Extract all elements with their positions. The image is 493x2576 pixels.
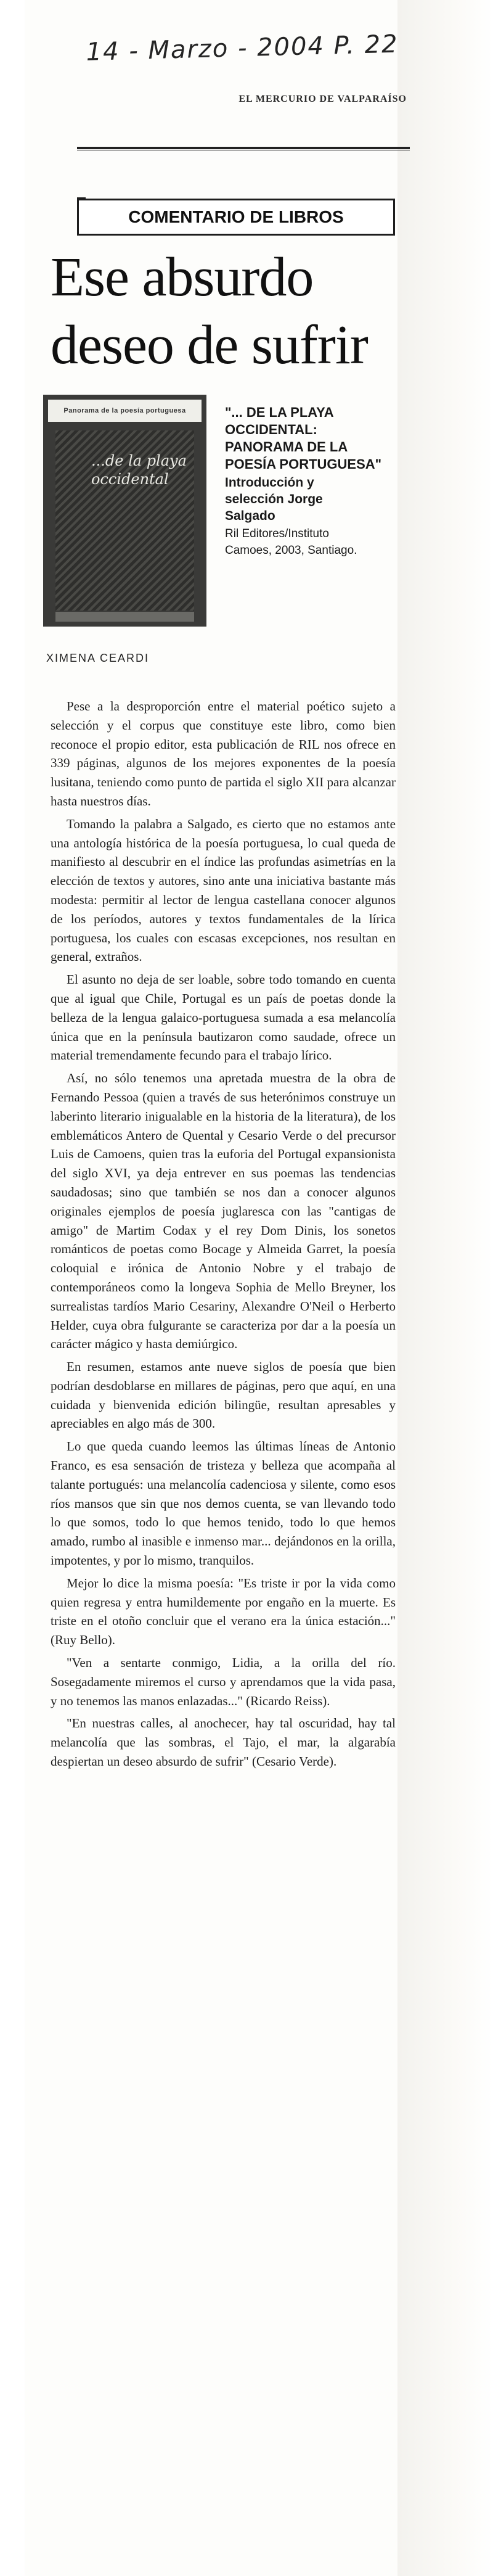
article-paragraph: Mejor lo dice la misma poesía: "Es triste ir por la vida como quien regresa y entra humildemente por engaño en la muerte. Es triste en el otoño concluir que el verano era la única estación..." (Ruy Bello). (51, 1575, 396, 1648)
headline-line: deseo de sufrir (51, 315, 368, 376)
cover-footer-band (55, 612, 194, 622)
book-publisher-line: Ril Editores/Instituto (225, 527, 329, 540)
article-paragraph: En resumen, estamos ante nueve siglos de poesía que bien podrían desdoblarse en millares de páginas, pero que aquí, en una cuidada y bienvenida edición bilingüe, resultan apresables y apreciables en algo más de 300. (51, 1359, 396, 1431)
paper-shadow (397, 0, 493, 2576)
article-body (51, 697, 396, 1775)
cover-title (91, 451, 190, 488)
handwritten-date: 14 - Marzo - 2004 P. 22 (86, 30, 399, 67)
page-margin (0, 0, 25, 2576)
article-paragraph: "Ven a sentarte conmigo, Lidia, a la orilla del río. Sosegadamente miremos el curso y aprendamos que la vida pasa, y no tenemos las manos enlazadas..." (Ricardo Reiss). (51, 1655, 396, 1708)
book-editor-line: selección Jorge (225, 492, 323, 506)
article-paragraph: Así, no sólo tenemos una apretada muestra de la obra de Fernando Pessoa (quien a través de sus heterónimos construye un laberinto literario inigualable en la historia de la literatura), de los emblemáticos Antero de Quental y Cesario Verde o del precursor Luis de Camoens, quien tras la euforia del Portugal expansionista del siglo XVI, ya deja entrever en sus poemas las tendencias saudadosas; sino que también se nos dan a conocer algunos originales ejemplos de poesía juglaresca con las "cantigas de amigo" de Martim Codax y el rey Dom Dinis, los sonetos románticos de poetas como Bocage y Almeida Garret, la poesía coloquial e irónica de Antonio Nobre y el trabajo de contemporáneos como la longeva Sophia de Mello Breyner, los surrealistas tardíos Mario Cesariny, Alexandre O'Neil o Herberto Helder, cuya obra fulgurante se caracteriza por dar a la poesía un carácter mágico y hasta demiúrgico. (51, 1071, 396, 1352)
book-cover-image (43, 395, 206, 627)
article-headline (51, 244, 414, 379)
book-info (225, 404, 410, 559)
newspaper-masthead: EL MERCURIO DE VALPARAÍSO (238, 94, 407, 104)
article-paragraph: El asunto no deja de ser loable, sobre todo tomando en cuenta que al igual que Chile, Portugal es un país de poetas donde la belleza de la lengua galaico-portuguesa sumada a esa melancolía única que en la península bautizaron como saudade, ofrece un material tremendamente fecundo para el trabajo lírico. (51, 972, 396, 1063)
article-byline: XIMENA CEARDI (46, 652, 150, 664)
book-title-line: PANORAMA DE LA (225, 439, 348, 455)
section-label: COMENTARIO DE LIBROS (77, 199, 395, 236)
article-paragraph: Lo que queda cuando leemos las últimas líneas de Antonio Franco, es esa sensación de tristeza y belleza que acompaña al talante portugués: una melancolía cadenciosa y silente, como esos ríos mansos que sin que nos demos cuenta, se van llevando todo lo que somos, todo lo que hemos tenido, todo lo que hemos amado, rumbo al inasible e inmenso mar... dejándonos en la orilla, impotentes, y por lo mismo, tranquilos. (51, 1439, 396, 1568)
book-publisher-line: Camoes, 2003, Santiago. (225, 544, 357, 557)
article-paragraph: Pese a la desproporción entre el material poético sujeto a selección y el corpus que constituye este libro, como bien reconoce el propio editor, esta publicación de RIL nos ofrece en 339 páginas, algunos de los mejores exponentes de la poesía lusitana, teniendo como punto de partida el siglo XII para alcanzar hasta nuestros días. (51, 699, 396, 809)
book-title-line: "... DE LA PLAYA (225, 405, 334, 420)
book-title-line: OCCIDENTAL: (225, 422, 317, 437)
headline-line: Ese absurdo (51, 247, 314, 308)
book-editor-line: Salgado (225, 509, 275, 523)
cover-title-line: occidental (91, 471, 169, 488)
book-title (225, 404, 410, 473)
article-paragraph: Tomando la palabra a Salgado, es cierto que no estamos ante una antología histórica de la poesía portuguesa, lo cual queda de manifiesto al descubrir en el índice las profundas asimetrías en la elección de textos y autores, sino ante una iniciativa bastante más modesta: permitir al lector de lengua castellana conocer algunos de los períodos, autores y textos fundamentales de la lírica portuguesa, los cuales con escasas excepciones, nos resultan en general, extraños. (51, 816, 396, 965)
cover-title-line: ...de la playa (91, 452, 187, 469)
article-paragraph: "En nuestras calles, al anochecer, hay tal oscuridad, hay tal melancolía que las sombras, el Tajo, el mar, la algarabía despiertan un deseo absurdo de sufrir" (Cesario Verde). (51, 1716, 396, 1769)
book-editor-line: Introducción y (225, 475, 314, 490)
masthead-rule-thin (77, 150, 410, 151)
masthead-rule (77, 147, 410, 149)
cover-series-title: Panorama de la poesía portuguesa (48, 400, 202, 422)
book-title-line: POESÍA PORTUGUESA" (225, 456, 382, 472)
book-publisher (225, 525, 410, 559)
book-editor (225, 474, 410, 524)
